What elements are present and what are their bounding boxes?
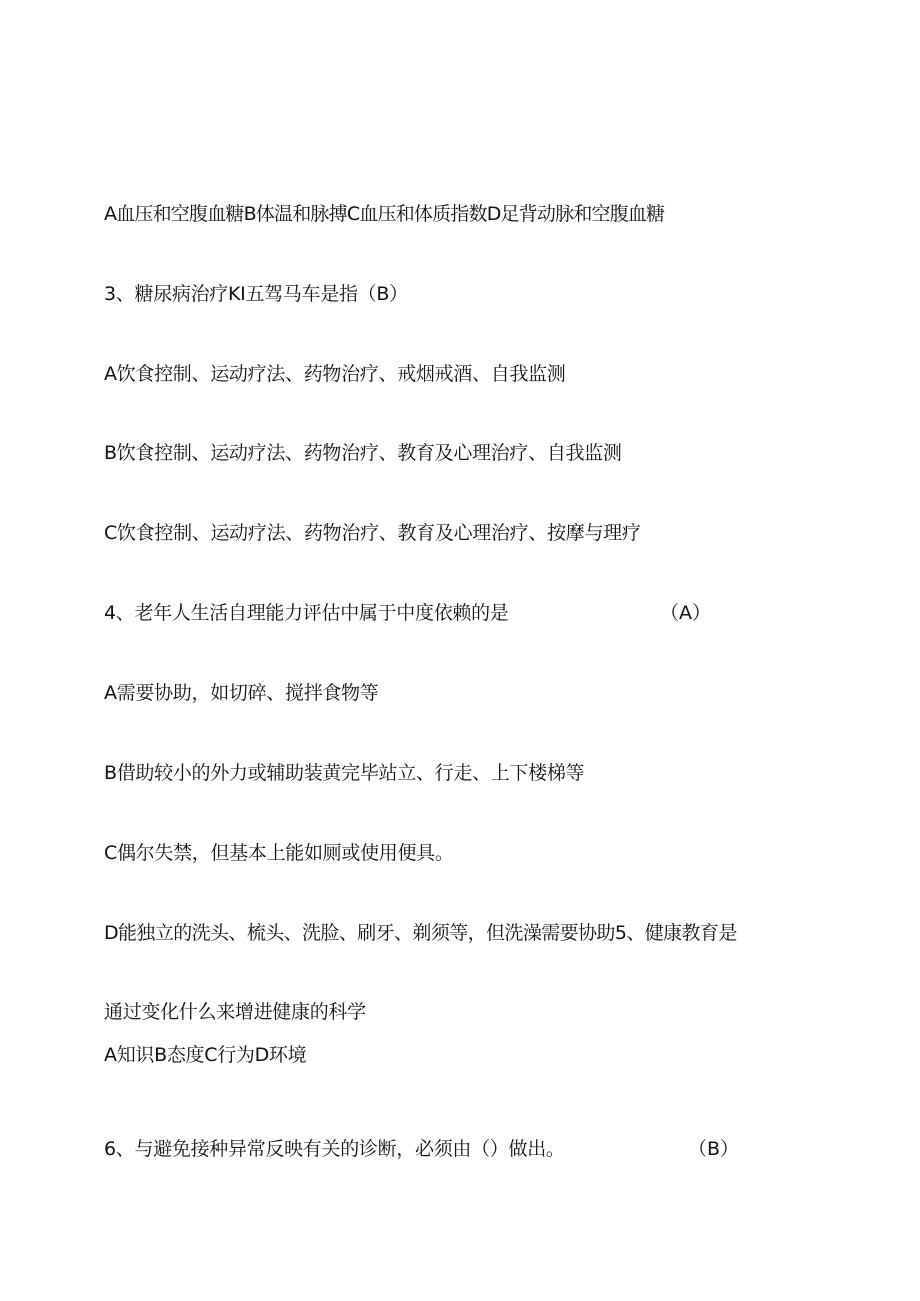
q3-option-c: C饮食控制、运动疗法、药物治疗、教育及心理治疗、按摩与理疗	[104, 522, 641, 544]
q4-option-b: B借助较小的外力或辅助装黄完毕站立、行走、上下楼梯等	[104, 762, 585, 784]
q5-options: A知识B态度C行为D环境	[104, 1044, 307, 1066]
q4-option-d-and-q5-start: D能独立的洗头、梳头、洗脸、刷牙、剃须等，但洗澡需要协助5、健康教育是	[104, 922, 737, 944]
q4-option-c: C偶尔失禁，但基本上能如厕或使用便具。	[104, 842, 454, 864]
q4-option-a: A需要协助，如切碎、搅拌食物等	[104, 682, 379, 704]
q6-question: 6、与避免接种异常反映有关的诊断，必须由（）做出。	[104, 1138, 565, 1160]
q3-option-b: B饮食控制、运动疗法、药物治疗、教育及心理治疗、自我监测	[104, 442, 622, 464]
q2-options-line: A血压和空腹血糖B体温和脉搏C血压和体质指数D足背动脉和空腹血糖	[104, 203, 665, 225]
q3-option-a: A饮食控制、运动疗法、药物治疗、戒烟戒酒、自我监测	[104, 363, 566, 385]
q5-question-cont: 通过变化什么来增进健康的科学	[104, 1001, 366, 1023]
q3-question: 3、糖尿病治疗KI五驾马车是指（B）	[104, 283, 408, 305]
q4-answer: （A）	[660, 602, 711, 624]
q4-question: 4、老年人生活自理能力评估中属于中度依赖的是	[104, 602, 509, 624]
q6-answer: （B）	[688, 1138, 740, 1160]
